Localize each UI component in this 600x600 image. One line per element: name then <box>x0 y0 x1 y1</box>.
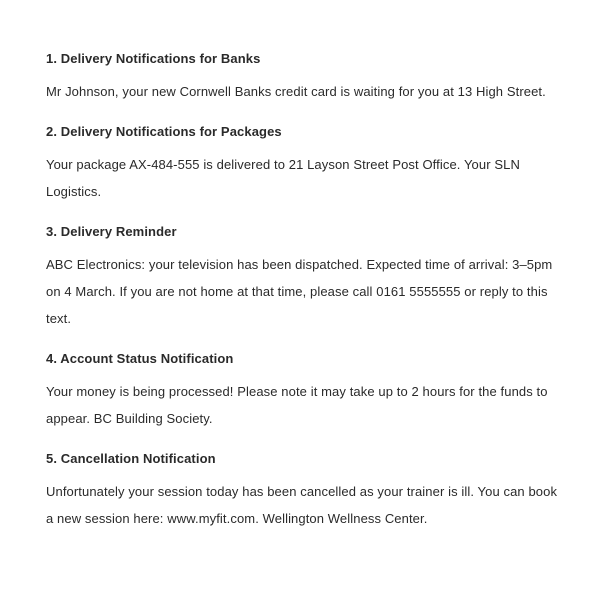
section-text: Unfortunately your session today has been cancelled as your trainer is ill. You can book a new session here: www.myfit.com. Wellington Wellness Center. <box>46 484 558 526</box>
section-cancellation <box>46 450 566 532</box>
section-heading: 1. Delivery Notifications for Banks <box>46 51 261 66</box>
section-account-status <box>46 350 566 432</box>
section-text: Your package AX-484-555 is delivered to 21 Layson Street Post Office. Your SLN Logistics. <box>46 157 520 199</box>
section-package-delivery <box>46 123 566 205</box>
document-body <box>46 50 566 532</box>
section-heading: 5. Cancellation Notification <box>46 451 216 466</box>
section-text: ABC Electronics: your television has been dispatched. Expected time of arrival: 3–5pm on 4 March. If you are not home at that time, please call 0161 5555555 or reply to this text. <box>46 257 553 326</box>
section-heading: 3. Delivery Reminder <box>46 224 177 239</box>
section-delivery-reminder <box>46 223 566 332</box>
section-text: Mr Johnson, your new Cornwell Banks credit card is waiting for you at 13 High Street. <box>46 84 546 99</box>
section-heading: 2. Delivery Notifications for Packages <box>46 124 282 139</box>
section-bank-delivery <box>46 50 566 105</box>
section-heading: 4. Account Status Notification <box>46 351 234 366</box>
section-text: Your money is being processed! Please note it may take up to 2 hours for the funds to appear. BC Building Society. <box>46 384 548 426</box>
